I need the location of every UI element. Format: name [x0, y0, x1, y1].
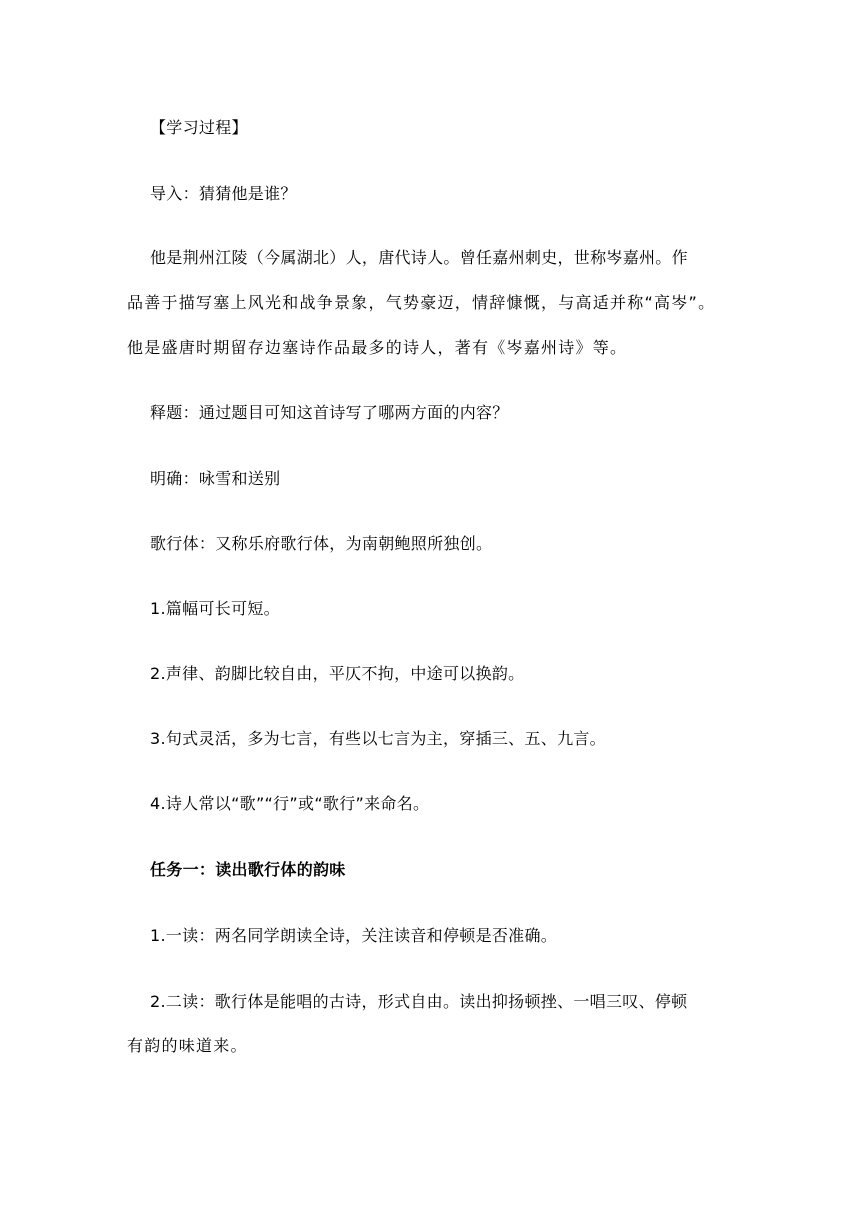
section-heading: 【学习过程】 [150, 118, 248, 137]
genre-point-3: 3.句式灵活，多为七言，有些以七言为主，穿插三、五、九言。 [150, 729, 606, 748]
genre-point-4: 4.诗人常以“歌”“行”或“歌行”来命名。 [150, 794, 430, 813]
intro-question: 导入：猜猜他是谁？ [150, 184, 297, 203]
bio-line-1: 他是荆州江陵（今属湖北）人，唐代诗人。曾任嘉州刺史，世称岑嘉州。作 [150, 248, 688, 267]
task1-title: 任务一：读出歌行体的韵味 [150, 860, 346, 879]
answer-line: 明确：咏雪和送别 [150, 469, 281, 488]
task1-step-1: 1.一读：两名同学朗读全诗，关注读音和停顿是否准确。 [150, 926, 558, 945]
bio-line-2: 品善于描写塞上风光和战争景象，气势豪迈，情辞慷慨，与高适并称“高岑”。 [127, 293, 716, 312]
genre-point-2: 2.声律、韵脚比较自由，平仄不拘，中途可以换韵。 [150, 664, 525, 683]
genre-intro: 歌行体：又称乐府歌行体，为南朝鲍照所独创。 [150, 534, 493, 553]
bio-line-3: 他是盛唐时期留存边塞诗作品最多的诗人，著有《岑嘉州诗》等。 [127, 338, 628, 357]
task1-step-2-line-2: 有韵的味道来。 [127, 1036, 248, 1055]
title-question: 释题：通过题目可知这首诗写了哪两方面的内容？ [150, 403, 509, 422]
task1-step-2-line-1: 2.二读：歌行体是能唱的古诗，形式自由。读出抑扬顿挫、一唱三叹、停顿 [150, 992, 688, 1011]
genre-point-1: 1.篇幅可长可短。 [150, 599, 280, 618]
